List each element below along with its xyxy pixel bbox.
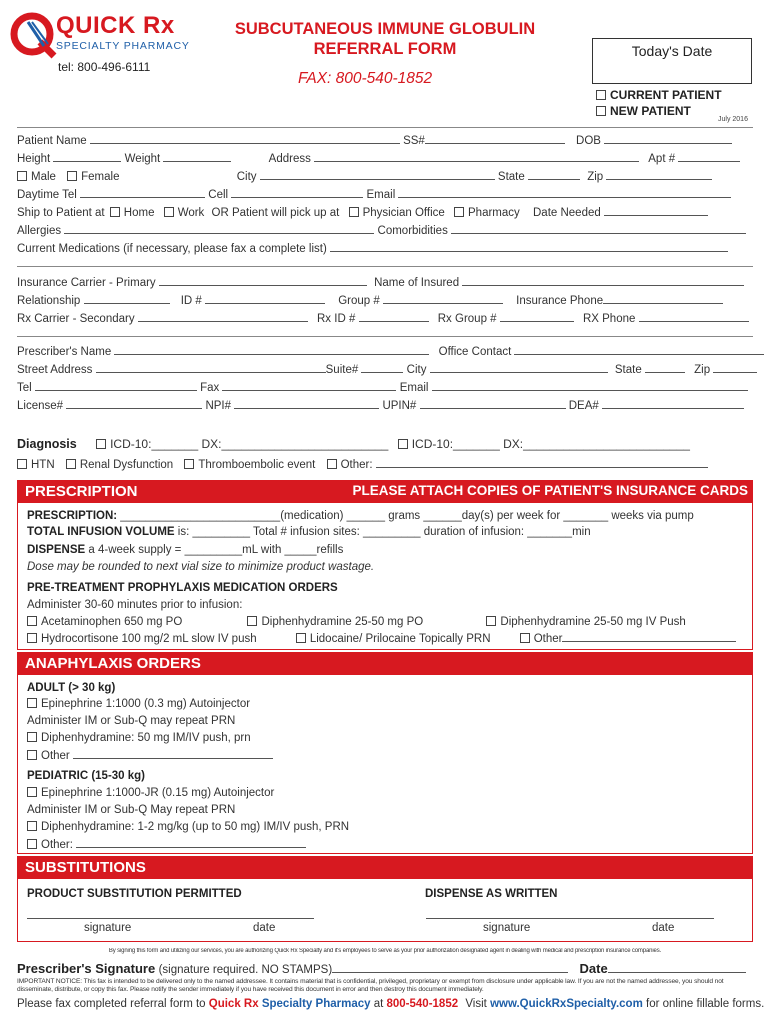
npi-field[interactable] bbox=[234, 398, 379, 409]
physician-office-checkbox[interactable] bbox=[349, 207, 359, 217]
address-field[interactable] bbox=[314, 151, 639, 162]
website-link[interactable]: www.QuickRxSpecialty.com bbox=[490, 998, 643, 1010]
sub-date-label: date bbox=[253, 922, 276, 934]
comorbidities-field[interactable] bbox=[451, 223, 746, 234]
icd1-checkbox[interactable] bbox=[96, 439, 106, 449]
relationship-field[interactable] bbox=[84, 293, 170, 304]
weight-field[interactable] bbox=[163, 151, 231, 162]
form-title-line1: SUBCUTANEOUS IMMUNE GLOBULIN bbox=[234, 20, 536, 38]
insurance-row-3: Rx Carrier - Secondary Rx ID # Rx Group # RX Phone bbox=[17, 311, 753, 326]
current-patient-checkbox[interactable] bbox=[596, 90, 606, 100]
confidentiality-notice: IMPORTANT NOTICE: This fax is intended to be delivered only to the named addressee. It contains material that is confidential, privileged, proprietary or exempt from disclosure under applicable law. If you are not the named addressee, you should not disseminate, distribute, or copy this fax. Please notify the sender immediately if you have received this document in error and then destroy this document immediately. bbox=[17, 978, 724, 993]
patient-row-3: Male Female City State Zip bbox=[17, 169, 753, 184]
new-patient-checkbox[interactable] bbox=[596, 106, 606, 116]
allergies-field[interactable] bbox=[64, 223, 374, 234]
prescriber-city-field[interactable] bbox=[430, 362, 608, 373]
prescriber-row-4: License# NPI# UPIN# DEA# bbox=[17, 398, 753, 413]
ship-work-checkbox[interactable] bbox=[164, 207, 174, 217]
rx-id-field[interactable] bbox=[359, 311, 429, 322]
sub-permitted-label: PRODUCT SUBSTITUTION PERMITTED bbox=[27, 888, 242, 900]
suite-field[interactable] bbox=[361, 362, 403, 373]
anaphylaxis-header-bar bbox=[17, 652, 753, 674]
dispense-line: DISPENSE a 4-week supply = _________mL with _____refills bbox=[27, 544, 344, 556]
office-contact-field[interactable] bbox=[514, 344, 764, 355]
pretreat-row-2: Hydrocortisone 100 mg/2 mL slow IV push Lidocaine/ Prilocaine Topically PRN Other bbox=[27, 631, 753, 646]
patient-row-2: Height Weight Address Apt # bbox=[17, 151, 753, 166]
icd2-checkbox[interactable] bbox=[398, 439, 408, 449]
adult-diphen-checkbox[interactable] bbox=[27, 732, 37, 742]
ped-diphen: Diphenhydramine: 1-2 mg/kg (up to 50 mg) IM/IV push, PRN bbox=[27, 820, 753, 834]
rx-line: PRESCRIPTION: _________________________(medication) ______ grams ______day(s) per week for _______ weeks via pump bbox=[27, 510, 694, 522]
prescriber-name-field[interactable] bbox=[114, 344, 429, 355]
fax-number: FAX: 800-540-1852 bbox=[298, 70, 433, 87]
ped-title: PEDIATRIC (15-30 kg) bbox=[27, 770, 146, 782]
pretreat-row-1: Acetaminophen 650 mg PO Diphenhydramine 25-50 mg PO Diphenhydramine 25-50 mg IV Push bbox=[27, 615, 753, 629]
icd2-field[interactable]: ICD-10:_______ DX:_________________________ bbox=[411, 437, 690, 451]
state-field[interactable] bbox=[528, 169, 580, 180]
patient-row-6: Allergies Comorbidities bbox=[17, 223, 753, 238]
daw-signature-label: signature bbox=[483, 922, 531, 934]
patient-name-field[interactable] bbox=[90, 133, 400, 144]
diagnosis-row-1: Diagnosis ICD-10:_______ DX:_________________________ ICD-10:_______ DX:_________________________ bbox=[17, 437, 690, 451]
current-patient-option[interactable]: CURRENT PATIENT bbox=[596, 88, 722, 102]
rx-carrier-field[interactable] bbox=[138, 311, 308, 322]
street-field[interactable] bbox=[96, 362, 326, 373]
ped-epi: Epinephrine 1:1000-JR (0.15 mg) Autoinjector bbox=[27, 786, 753, 800]
ped-epi-checkbox[interactable] bbox=[27, 787, 37, 797]
fax-instructions: Please fax completed referral form to Quick Rx Specialty Pharmacy at 800-540-1852 Visit www.QuickRxSpecialty.com for online fillable forms. bbox=[17, 998, 765, 1010]
female-checkbox[interactable] bbox=[67, 171, 77, 181]
logo-main-text: QUICK Rx bbox=[56, 12, 175, 39]
prescription-header: PRESCRIPTION bbox=[25, 483, 138, 500]
adult-other-checkbox[interactable] bbox=[27, 750, 37, 760]
insurance-group-field[interactable] bbox=[383, 293, 503, 304]
total-volume-line: TOTAL INFUSION VOLUME is: _________ Total # infusion sites: _________ duration of infusion: _______min bbox=[27, 526, 591, 538]
hydrocortisone-checkbox[interactable] bbox=[27, 633, 37, 643]
round-note: Dose may be rounded to next vial size to minimize product wastage. bbox=[27, 561, 375, 573]
authorization-note: By signing this form and utilizing our services, you are authorizing Quick Rx Specialty and it's employees to serve as your prior authorization designated agent in dealing with medical and prescription insurance companies. bbox=[108, 948, 662, 954]
prescriber-row-1: Prescriber's Name Office Contact bbox=[17, 344, 753, 359]
dea-field[interactable] bbox=[602, 398, 744, 409]
prescriber-fax-field[interactable] bbox=[222, 380, 396, 391]
sub-permitted-sign-line[interactable] bbox=[27, 918, 314, 919]
logo bbox=[10, 10, 190, 62]
pretreat-title: PRE-TREATMENT PROPHYLAXIS MEDICATION ORDERS bbox=[27, 582, 338, 594]
prescriber-signature-row: Prescriber's Signature (signature required. NO STAMPS) Date bbox=[17, 961, 757, 976]
city-field[interactable] bbox=[260, 169, 495, 180]
email-field[interactable] bbox=[398, 187, 731, 198]
substitutions-header-bar bbox=[17, 856, 753, 878]
acetaminophen-checkbox[interactable] bbox=[27, 616, 37, 626]
license-field[interactable] bbox=[66, 398, 202, 409]
patient-row-7: Current Medications (if necessary, please fax a complete list) bbox=[17, 241, 753, 256]
prescriber-row-3: Tel Fax Email bbox=[17, 380, 753, 395]
ped-other: Other: bbox=[27, 837, 753, 852]
substitutions-header: SUBSTITUTIONS bbox=[25, 859, 146, 876]
prescriber-row-2: Street Address Suite# City State Zip bbox=[17, 362, 753, 377]
logo-q-icon bbox=[10, 10, 58, 60]
insurance-row-2: Relationship ID # Group # Insurance Phone bbox=[17, 293, 753, 308]
sub-signature-label: signature bbox=[84, 922, 132, 934]
adult-admin: Administer IM or Sub-Q may repeat PRN bbox=[27, 715, 236, 727]
date-needed-field[interactable] bbox=[604, 205, 708, 216]
lidocaine-checkbox[interactable] bbox=[296, 633, 306, 643]
upin-field[interactable] bbox=[420, 398, 566, 409]
current-meds-field[interactable] bbox=[330, 241, 728, 252]
adult-title: ADULT (> 30 kg) bbox=[27, 682, 116, 694]
icd1-field[interactable]: ICD-10:_______ DX:_________________________ bbox=[110, 437, 389, 451]
name-insured-field[interactable] bbox=[462, 275, 744, 286]
htn-checkbox[interactable] bbox=[17, 459, 27, 469]
prescriber-zip-field[interactable] bbox=[713, 362, 757, 373]
dob-field[interactable] bbox=[604, 133, 732, 144]
insurance-id-field[interactable] bbox=[205, 293, 325, 304]
diphen-po-checkbox[interactable] bbox=[247, 616, 257, 626]
ped-admin: Administer IM or Sub-Q May repeat PRN bbox=[27, 804, 236, 816]
adult-other-field[interactable] bbox=[73, 748, 273, 759]
adult-epi-checkbox[interactable] bbox=[27, 698, 37, 708]
prescriber-signature-field[interactable] bbox=[332, 962, 568, 973]
rx-phone-field[interactable] bbox=[639, 311, 749, 322]
zip-field[interactable] bbox=[606, 169, 712, 180]
patient-row-5: Ship to Patient at Home Work OR Patient will pick up at Physician Office Pharmacy Date Needed bbox=[17, 205, 753, 220]
rx-group-field[interactable] bbox=[500, 311, 574, 322]
anaphylaxis-header: ANAPHYLAXIS ORDERS bbox=[25, 655, 201, 672]
pretreat-other-checkbox[interactable] bbox=[520, 633, 530, 643]
divider bbox=[17, 336, 753, 337]
attach-insurance-note: PLEASE ATTACH COPIES OF PATIENT'S INSURANCE CARDS bbox=[352, 483, 748, 498]
insurance-phone-field[interactable] bbox=[603, 293, 723, 304]
divider bbox=[17, 127, 753, 128]
patient-row-4: Daytime Tel Cell Email bbox=[17, 187, 753, 202]
daw-label: DISPENSE AS WRITTEN bbox=[425, 888, 558, 900]
ped-other-checkbox[interactable] bbox=[27, 839, 37, 849]
prescriber-date-field[interactable] bbox=[608, 962, 746, 973]
divider bbox=[17, 266, 753, 267]
diagnosis-row-2: HTN Renal Dysfunction Thromboembolic event Other: bbox=[17, 457, 753, 472]
ss-field[interactable] bbox=[425, 133, 565, 144]
dx-other-field[interactable] bbox=[376, 457, 708, 468]
daytime-tel-field[interactable] bbox=[80, 187, 205, 198]
pharmacy-checkbox[interactable] bbox=[454, 207, 464, 217]
daw-sign-line[interactable] bbox=[426, 918, 714, 919]
diphen-iv-checkbox[interactable] bbox=[486, 616, 496, 626]
pretreat-sub: Administer 30-60 minutes prior to infusion: bbox=[27, 599, 243, 611]
ped-diphen-checkbox[interactable] bbox=[27, 821, 37, 831]
patient-row-1: Patient Name SS# DOB bbox=[17, 133, 753, 148]
form-version: July 2016 bbox=[718, 116, 748, 123]
adult-other: Other bbox=[27, 748, 753, 763]
apt-field[interactable] bbox=[678, 151, 740, 162]
header-tel: tel: 800-496-6111 bbox=[58, 60, 151, 74]
insurance-row-1: Insurance Carrier - Primary Name of Insured bbox=[17, 275, 753, 290]
adult-diphen: Diphenhydramine: 50 mg IM/IV push, prn bbox=[27, 731, 753, 745]
form-title-line2: REFERRAL FORM bbox=[313, 40, 457, 58]
cell-field[interactable] bbox=[231, 187, 363, 198]
prescriber-email-field[interactable] bbox=[432, 380, 748, 391]
daw-date-label: date bbox=[652, 922, 675, 934]
new-patient-option[interactable]: NEW PATIENT bbox=[596, 104, 691, 118]
total-volume-field[interactable]: is: _________ Total # infusion sites: _________ duration of infusion: _______min bbox=[177, 526, 591, 538]
rx-line-field[interactable]: _________________________(medication) ______ grams ______day(s) per week for _______ weeks via pump bbox=[120, 510, 694, 522]
pretreat-other-field[interactable] bbox=[562, 631, 736, 642]
prescriber-tel-field[interactable] bbox=[35, 380, 197, 391]
thrombo-checkbox[interactable] bbox=[184, 459, 194, 469]
dx-other-checkbox[interactable] bbox=[327, 459, 337, 469]
logo-sub-text: SPECIALTY PHARMACY bbox=[56, 40, 190, 52]
ship-home-checkbox[interactable] bbox=[110, 207, 120, 217]
carrier-primary-field[interactable] bbox=[159, 275, 367, 286]
adult-epi: Epinephrine 1:1000 (0.3 mg) Autoinjector bbox=[27, 697, 753, 711]
prescriber-state-field[interactable] bbox=[645, 362, 685, 373]
todays-date-box[interactable] bbox=[592, 38, 752, 84]
todays-date-label: Today's Date bbox=[631, 43, 713, 59]
ped-other-field[interactable] bbox=[76, 837, 306, 848]
dispense-field[interactable]: a 4-week supply = _________mL with _____refills bbox=[88, 544, 344, 556]
height-field[interactable] bbox=[53, 151, 121, 162]
male-checkbox[interactable] bbox=[17, 171, 27, 181]
prescription-header-bar bbox=[17, 480, 753, 502]
renal-checkbox[interactable] bbox=[66, 459, 76, 469]
